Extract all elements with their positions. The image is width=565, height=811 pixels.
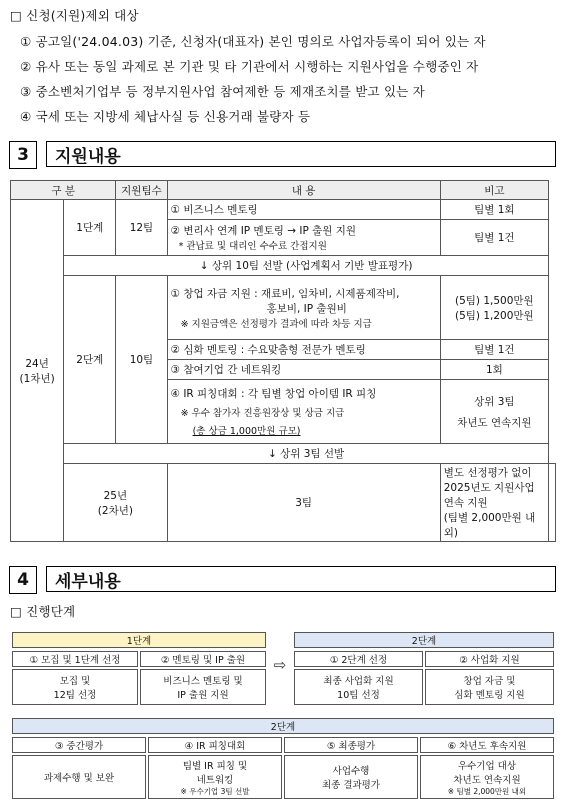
stage1-row1-remark: 팀별 1회	[440, 200, 548, 220]
flow2-step6-body-text: 우수기업 대상 차년도 연속지원	[453, 760, 521, 786]
flow2-step6-body	[420, 755, 554, 799]
header-teams: 지원팀수	[116, 181, 167, 200]
exclusion-heading: □ 신청(지원)제외 대상	[10, 8, 139, 23]
stage1-teams: 12팀	[116, 200, 167, 256]
year2-label: 25년 (2차년)	[64, 464, 167, 542]
year2-content2: (팀별 2,000만원 내외)	[443, 512, 536, 539]
stage1-row2-remark: 팀별 1건	[440, 220, 548, 256]
stage2-label: 2단계	[64, 276, 116, 444]
stage2-row3-remark: 1회	[440, 360, 548, 380]
stage2-row4-content: ④ IR 피칭대회 : 각 팀별 창업 아이템 IR 피칭	[170, 388, 377, 400]
year2-teams: 3팀	[167, 464, 440, 542]
exclusion-item-2: ② 유사 또는 동일 과제로 본 기관 및 타 기관에서 시행하는 지원사업을 수행중인 자	[20, 59, 479, 74]
stage2-row4-remark	[440, 380, 548, 444]
stage2-row4-note2: (총 상금 1,000만원 규모)	[192, 426, 301, 437]
flow1-step3-title: ① 2단계 선정	[294, 651, 423, 667]
header-category: 구 분	[11, 181, 116, 200]
stage2-row4	[167, 380, 440, 444]
year2-content	[440, 464, 548, 542]
stage2-row1-remark2: (5팀) 1,200만원	[455, 309, 534, 322]
flow2-step4-title: ④ IR 피칭대회	[148, 737, 282, 753]
stage1-label: 1단계	[64, 200, 116, 256]
select2-row: ↓ 상위 3팀 선발	[64, 444, 549, 464]
stage2-row2-remark: 팀별 1건	[440, 340, 548, 360]
flow2-step5-body: 사업수행 최종 결과평가	[284, 755, 418, 799]
flow2-step5-title: ⑤ 최종평가	[284, 737, 418, 753]
stage2-row1	[167, 276, 440, 340]
flow1-step1-body: 모집 및 12팀 선정	[12, 669, 138, 705]
flow1-step1-title: ① 모집 및 1단계 선정	[12, 651, 138, 667]
exclusion-item-1: ① 공고일('24.04.03) 기준, 신청자(대표자) 본인 명의로 사업자등록이 되어 있는 자	[20, 34, 486, 49]
flow1-step2-body: 비즈니스 멘토링 및 IP 출원 지원	[140, 669, 266, 705]
stage2-row1-content2: 홍보비, IP 출원비	[266, 302, 347, 315]
stage2-row1-content: ① 창업 자금 지원 : 재료비, 임차비, 시제품제작비,	[170, 287, 400, 300]
stage2-teams: 10팀	[116, 276, 167, 444]
flow2-step3-body: 과제수행 및 보완	[12, 755, 146, 799]
flow1-stage2-header: 2단계	[294, 632, 554, 648]
stage1-row2-note: * 관납료 및 대리인 수수료 간접지원	[178, 241, 327, 252]
flow2-step6-title: ⑥ 차년도 후속지원	[420, 737, 554, 753]
stage2-row4-remark1: 상위 3팀	[474, 395, 515, 408]
stage2-row1-note: ※ 지원금액은 선정평가 결과에 따라 차등 지급	[180, 318, 372, 330]
flow2-step3-title: ③ 중간평가	[12, 737, 146, 753]
flow2-step4-body	[148, 755, 282, 799]
process-heading: □ 진행단계	[10, 604, 76, 619]
select1-row: ↓ 상위 10팀 선발 (사업계획서 기반 발표평가)	[64, 256, 549, 276]
flow2-step6-note: ※ 팀별 2,000만원 내외	[447, 786, 527, 796]
section-number: 4	[9, 566, 37, 594]
stage2-row1-remark	[440, 276, 548, 340]
flow1-step3-body: 최종 사업화 지원 10팀 선정	[294, 669, 423, 705]
stage1-row2	[167, 220, 440, 256]
year2-content1: 별도 선정평가 없이 2025년도 지원사업 연속 지원	[443, 467, 535, 509]
flow1-stage1-header: 1단계	[12, 632, 266, 648]
flow1-step2-title: ② 멘토링 및 IP 출원	[140, 651, 266, 667]
header-remark: 비고	[440, 181, 548, 200]
exclusion-item-4: ④ 국세 또는 지방세 체납사실 등 신용거래 불량자 등	[20, 109, 311, 124]
flow2-step4-body-text: 팀별 IR 피칭 및 네트워킹	[182, 760, 248, 786]
flow1-step4-body: 창업 자금 및 심화 멘토링 지원	[425, 669, 554, 705]
flow2-step4-note: ※ 우수기업 3팀 선발	[180, 786, 250, 796]
stage2-row1-remark1: (5팀) 1,500만원	[455, 294, 534, 307]
exclusion-item-3: ③ 중소벤처기업부 등 정부지원사업 참여제한 등 제재조치를 받고 있는 자	[20, 84, 425, 99]
support-content-table	[10, 180, 556, 542]
stage2-row4-remark2: 차년도 연속지원	[457, 416, 532, 429]
section-number: 3	[9, 141, 37, 169]
flow1-step4-title: ② 사업화 지원	[425, 651, 554, 667]
flow2-stage-header: 2단계	[12, 718, 554, 734]
stage1-row2-content: ② 변리사 연계 IP 멘토링 → IP 출원 지원	[170, 225, 357, 237]
stage2-row4-note1: ※ 우수 참가자 진흥원장상 및 상금 지급	[180, 408, 345, 419]
section-title: 지원내용	[46, 141, 556, 167]
header-content: 내 용	[167, 181, 440, 200]
section-title: 세부내용	[46, 566, 556, 592]
stage2-row3-content: ③ 참여기업 간 네트워킹	[167, 360, 440, 380]
arrow-right-icon: ⇨	[273, 656, 287, 674]
year2-remark	[549, 464, 556, 542]
year1-label: 24년 (1차년)	[11, 200, 64, 542]
stage1-row1-content: ① 비즈니스 멘토링	[167, 200, 440, 220]
stage2-row2-content: ② 심화 멘토링 : 수요맞춤형 전문가 멘토링	[167, 340, 440, 360]
